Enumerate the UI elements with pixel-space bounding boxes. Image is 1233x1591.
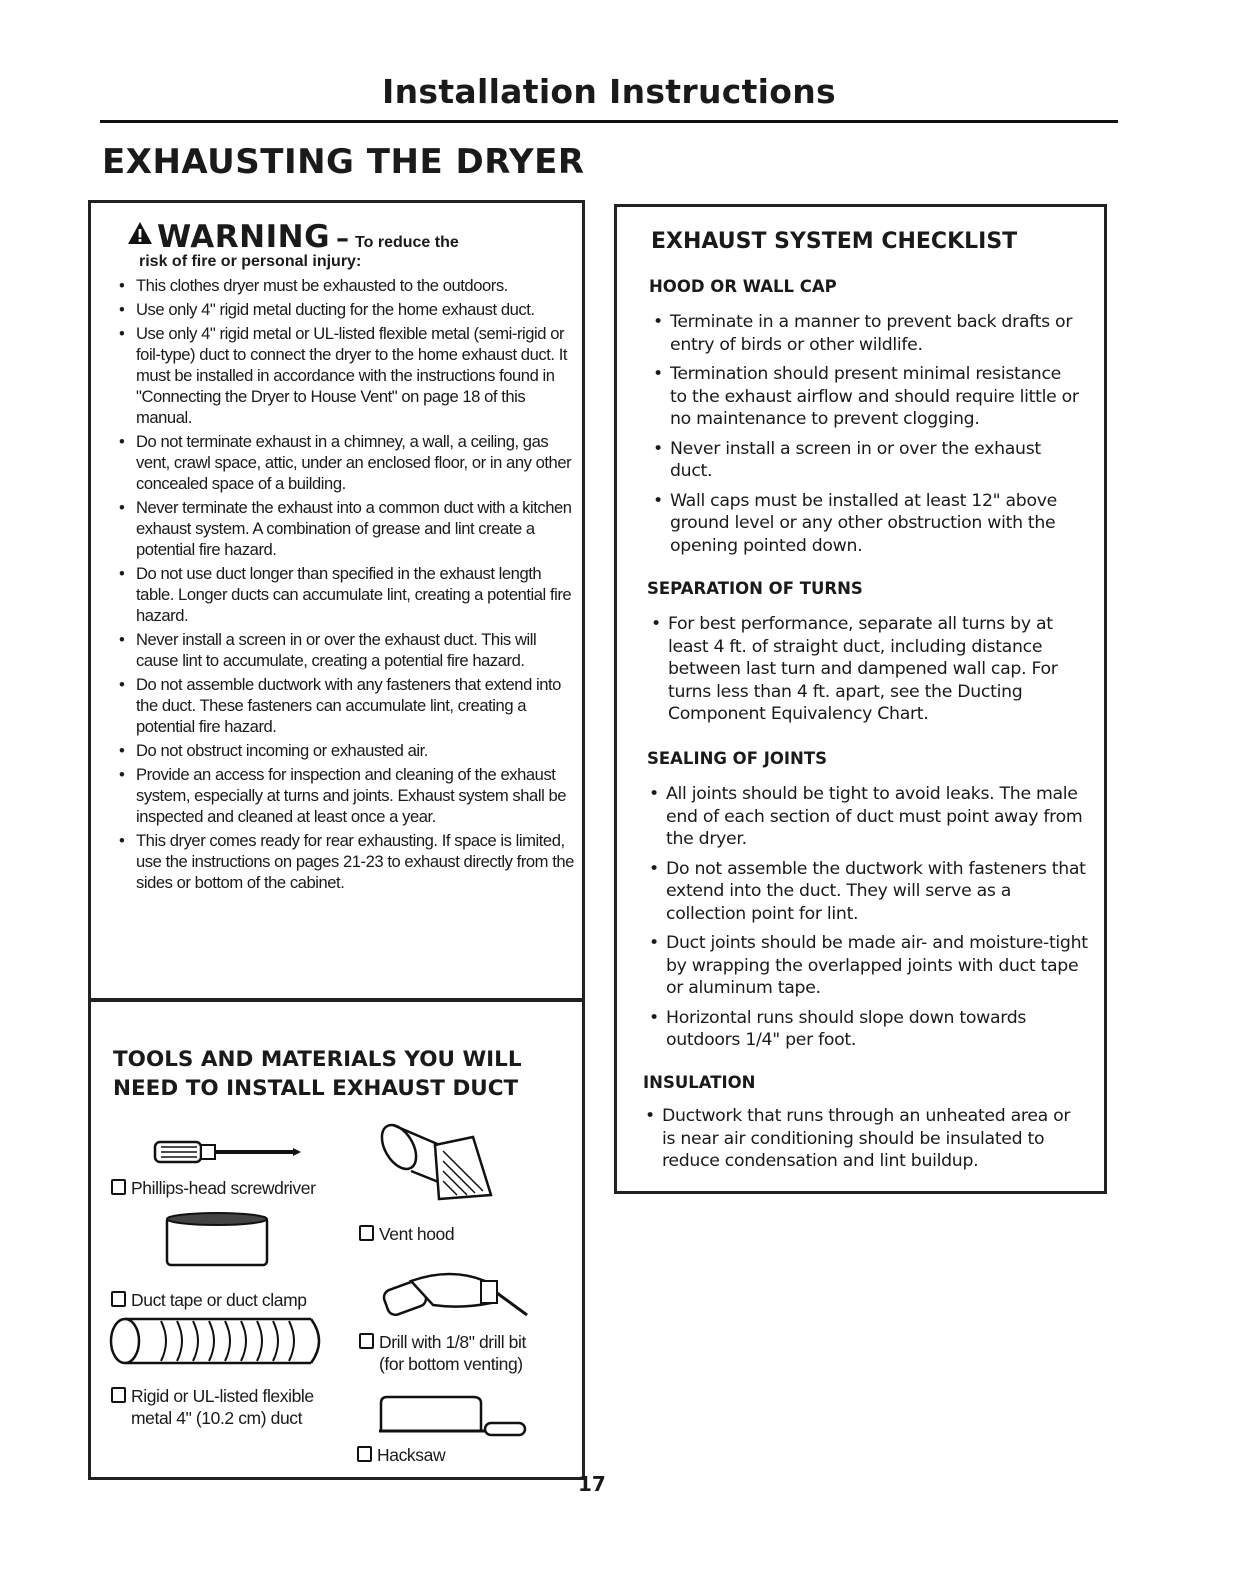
warning-list <box>117 275 579 896</box>
checklist-item: • Duct joints should be made air- and moisture-tight by wrapping the overlapped joints with duct tape or aluminum tape. <box>647 932 1093 1000</box>
checklist-item: • Do not assemble the ductwork with fasteners that extend into the duct. They will serve as a collection point for lint. <box>647 858 1093 926</box>
warning-word: WARNING <box>157 219 331 255</box>
hacksaw-icon <box>373 1393 533 1437</box>
checkbox-icon <box>359 1333 374 1349</box>
warning-item: • Never install a screen in or over the exhaust duct. This will cause lint to accumulate, creating a potential fire hazard. <box>117 629 579 671</box>
warning-item: • Never terminate the exhaust into a common duct with a kitchen exhaust system. A combination of grease and lint create a potential fire hazard. <box>117 497 579 560</box>
checklist-item: • Termination should present minimal resistance to the exhaust airflow and should require little or no maintenance to prevent clogging. <box>651 363 1081 431</box>
page-number: 17 <box>578 1472 606 1496</box>
tools-title-line: NEED TO INSTALL EXHAUST DUCT <box>113 1076 519 1101</box>
checklist-item: • For best performance, separate all turns by at least 4 ft. of straight duct, including distance between last turn and dampened wall cap. For turns less than 4 ft. apart, see the Ducting Component Equivalency Chart. <box>649 613 1089 726</box>
section-title: EXHAUSTING THE DRYER <box>102 142 585 182</box>
turns-list <box>649 613 1089 733</box>
duct-tape-label: Duct tape or duct clamp <box>111 1289 307 1311</box>
vent-hood-label: Vent hood <box>359 1223 454 1245</box>
warning-box <box>88 200 585 1002</box>
warning-item: • Provide an access for inspection and cleaning of the exhaust system, especially at turns and joints. Exhaust system shall be inspected and cleaned at least once a year. <box>117 764 579 827</box>
warning-lead: To reduce the <box>355 234 459 251</box>
warning-subtitle: risk of fire or personal injury: <box>139 253 362 270</box>
checkbox-icon <box>111 1387 126 1403</box>
subheading-joints: SEALING OF JOINTS <box>647 749 827 768</box>
warning-dash: – <box>336 224 350 254</box>
checklist-item: • Ductwork that runs through an unheated area or is near air conditioning should be insulated to reduce condensation and lint buildup. <box>643 1105 1083 1173</box>
checkbox-icon <box>359 1225 374 1241</box>
joints-list <box>647 783 1093 1059</box>
warning-item: • Do not obstruct incoming or exhausted air. <box>117 740 579 761</box>
checklist-item: • Wall caps must be installed at least 12" above ground level or any other obstruction with the opening pointed down. <box>651 490 1081 558</box>
header-rule <box>100 120 1118 123</box>
tools-title <box>113 1045 522 1103</box>
checklist-item: • All joints should be tight to avoid leaks. The male end of each section of duct must point away from the dryer. <box>647 783 1093 851</box>
duct-tape-icon <box>163 1209 273 1271</box>
page-header: Installation Instructions <box>382 72 836 111</box>
warning-item: • This dryer comes ready for rear exhausting. If space is limited, use the instructions on pages 21-23 to exhaust directly from the sides or bottom of the cabinet. <box>117 830 579 893</box>
subheading-turns: SEPARATION OF TURNS <box>647 579 863 598</box>
checklist-title: EXHAUST SYSTEM CHECKLIST <box>651 229 1018 254</box>
subheading-hood: HOOD OR WALL CAP <box>649 277 837 296</box>
checkbox-icon <box>357 1446 372 1462</box>
warning-item: • Do not use duct longer than specified in the exhaust length table. Longer ducts can accumulate lint, creating a potential fire hazard. <box>117 563 579 626</box>
warning-item: • This clothes dryer must be exhausted to the outdoors. <box>117 275 579 296</box>
checklist-item: • Never install a screen in or over the exhaust duct. <box>651 438 1081 483</box>
checkbox-icon <box>111 1179 126 1195</box>
warning-heading <box>127 219 459 255</box>
checklist-item: • Terminate in a manner to prevent back drafts or entry of birds or other wildlife. <box>651 311 1081 356</box>
tools-title-line: TOOLS AND MATERIALS YOU WILL <box>113 1047 522 1072</box>
vent-hood-icon <box>371 1117 501 1217</box>
warning-item: • Use only 4" rigid metal or UL-listed flexible metal (semi-rigid or foil-type) duct to connect the dryer to the home exhaust duct. It must be installed in accordance with the instructions found in "Connecting the Dryer to House Vent" on page 18 of this manual. <box>117 323 579 428</box>
insulation-list <box>643 1105 1083 1180</box>
screwdriver-label: Phillips-head screwdriver <box>111 1177 316 1199</box>
drill-icon <box>381 1263 531 1327</box>
warning-item: • Do not terminate exhaust in a chimney, a wall, a ceiling, gas vent, crawl space, attic, under an enclosed floor, or in any other concealed space of a building. <box>117 431 579 494</box>
tools-box <box>88 998 585 1480</box>
duct-label: Rigid or UL-listed flexible metal 4" (10.2 cm) duct <box>111 1385 314 1429</box>
hood-list <box>651 311 1081 564</box>
checkbox-icon <box>111 1291 126 1307</box>
warning-triangle-icon <box>127 221 153 245</box>
drill-label: Drill with 1/8" drill bit (for bottom venting) <box>359 1331 526 1375</box>
hacksaw-label: Hacksaw <box>357 1444 445 1466</box>
warning-item: • Use only 4" rigid metal ducting for the home exhaust duct. <box>117 299 579 320</box>
checklist-box <box>614 204 1107 1194</box>
flexible-duct-icon <box>105 1315 331 1367</box>
subheading-insulation: INSULATION <box>643 1073 756 1092</box>
warning-item: • Do not assemble ductwork with any fasteners that extend into the duct. These fasteners can accumulate lint, creating a potential fire hazard. <box>117 674 579 737</box>
screwdriver-icon <box>153 1137 303 1167</box>
checklist-item: • Horizontal runs should slope down towards outdoors 1/4" per foot. <box>647 1007 1093 1052</box>
